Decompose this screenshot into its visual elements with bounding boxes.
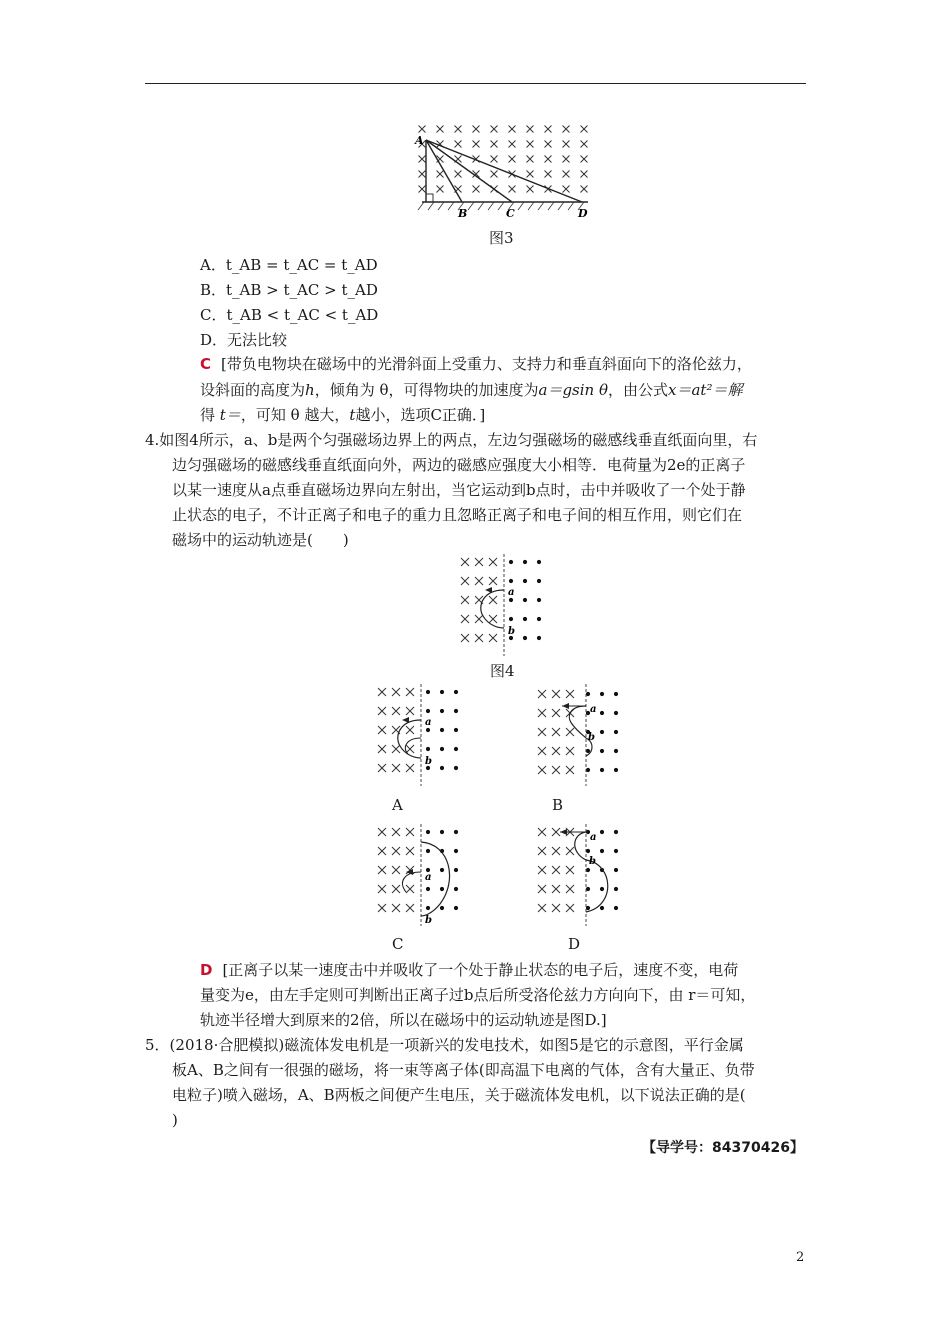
q5-line2: 板A、B之间有一很强的磁场，将一束等离子体(即高温下电离的气体，含有大量正、负带 <box>172 1061 755 1079</box>
optB-point-a: a <box>590 704 597 715</box>
figure-4 <box>455 550 555 660</box>
q4-line5: 磁场中的运动轨迹是( ) <box>172 531 349 549</box>
q3-expl-text1: [带负电物块在磁场中的光滑斜面上受重力、支持力和垂直斜面向下的洛伦兹力， <box>221 355 752 373</box>
q4-line2: 边匀强磁场的磁感线垂直纸面向外，两边的磁感应强度大小相等．电荷量为2e的正离子 <box>172 456 746 474</box>
q3-option-c-prefix: C． <box>200 306 227 324</box>
option-b-label: B <box>552 796 564 814</box>
option-a-label: A <box>392 796 403 814</box>
fig3-caption: 图3 <box>489 229 514 247</box>
option-c-figure <box>370 820 480 930</box>
optC-point-a: a <box>425 872 432 883</box>
q3-option-a-prefix: A． <box>200 256 226 274</box>
optD-point-a: a <box>590 832 597 843</box>
page-number: 2 <box>796 1250 805 1265</box>
q3-expl-2b: ，倾角为 θ，可得物块的加速度为 <box>314 381 539 399</box>
q3-answer: C <box>200 355 212 373</box>
fig3-label-a: A <box>415 134 424 147</box>
q3-option-d: D．无法比较 <box>200 331 288 349</box>
header-rule <box>145 83 806 84</box>
option-c-label: C <box>392 935 404 953</box>
q3-expl-formula: x＝at²＝解 <box>668 381 743 399</box>
q3-expl-accel: a＝gsin θ <box>538 381 608 399</box>
q5-line1: 5．(2018·合肥模拟)磁流体发电机是一项新兴的发电技术，如图5是它的示意图，平行金属 <box>145 1036 744 1054</box>
q3-expl-2a: 设斜面的高度为 <box>200 381 306 399</box>
q3-expl-3b: ，可知 θ 越大， <box>240 406 350 424</box>
figure-3 <box>410 120 600 220</box>
option-d-figure <box>530 820 640 930</box>
q3-expl-2c: ，由公式 <box>608 381 669 399</box>
fig4-point-b: b <box>508 626 515 637</box>
q4-explanation-line3: 轨迹半径增大到原来的2倍，所以在磁场中的运动轨迹是图D.] <box>200 1011 607 1029</box>
q3-option-a-text: t_AB = t_AC = t_AD <box>225 256 378 274</box>
q3-option-a <box>200 255 378 275</box>
optC-point-b: b <box>425 915 432 926</box>
q3-option-b-text: t_AB > t_AC > t_AD <box>226 281 378 299</box>
q4-line3: 以某一速度从a点垂直磁场边界向左射出，当它运动到b点时，击中并吸收了一个处于静 <box>172 481 746 499</box>
option-a-figure <box>370 680 480 790</box>
q3-option-b <box>200 280 378 300</box>
q4-answer: D <box>200 961 213 979</box>
q5-line4: ) <box>172 1111 178 1129</box>
fig3-label-d: D <box>578 207 588 220</box>
option-d-label: D <box>568 935 581 953</box>
q3-expl-3c: 越小，选项C正确．] <box>355 406 486 424</box>
q3-option-c <box>200 305 378 325</box>
optB-point-b: b <box>588 732 595 743</box>
q4-explanation-line2: 量变为e，由左手定则可判断出正离子过b点后所受洛伦兹力方向向下，由 r＝可知， <box>200 986 756 1004</box>
q3-option-c-text: t_AB < t_AC < t_AD <box>226 306 379 324</box>
optA-point-a: a <box>425 717 432 728</box>
q3-explanation-line2 <box>200 380 742 400</box>
q3-explanation-line3: 得 t＝，可知 θ 越大，t越小，选项C正确．] <box>200 406 486 424</box>
q4-line1: 4.如图4所示，a、b是两个匀强磁场边界上的两点，左边匀强磁场的磁感线垂直纸面向里，右 <box>145 431 758 449</box>
q4-line4: 止状态的电子，不计正离子和电子的重力且忽略正离子和电子间的相互作用，则它们在 <box>172 506 743 524</box>
fig3-label-b: B <box>458 207 468 220</box>
q3-expl-3a: 得 <box>200 406 216 424</box>
q3-expl-t: t＝ <box>219 406 241 424</box>
fig3-label-c: C <box>506 207 515 220</box>
q3-explanation-line1 <box>200 354 752 374</box>
optA-point-b: b <box>425 756 432 767</box>
q4-explanation-line1 <box>200 960 738 980</box>
option-b-figure <box>530 680 640 790</box>
optD-point-b: b <box>589 856 596 867</box>
guide-number: 【导学号：84370426】 <box>642 1140 804 1156</box>
q5-line3: 电粒子)喷入磁场，A、B两板之间便产生电压，关于磁流体发电机，以下说法正确的是( <box>172 1086 746 1104</box>
q3-option-b-prefix: B． <box>200 281 227 299</box>
q3-expl-h: h <box>305 381 315 399</box>
fig4-point-a: a <box>508 587 515 598</box>
q4-expl-text1: [正离子以某一速度击中并吸收了一个处于静止状态的电子后，速度不变，电荷 <box>222 961 739 979</box>
fig4-caption: 图4 <box>490 662 515 680</box>
